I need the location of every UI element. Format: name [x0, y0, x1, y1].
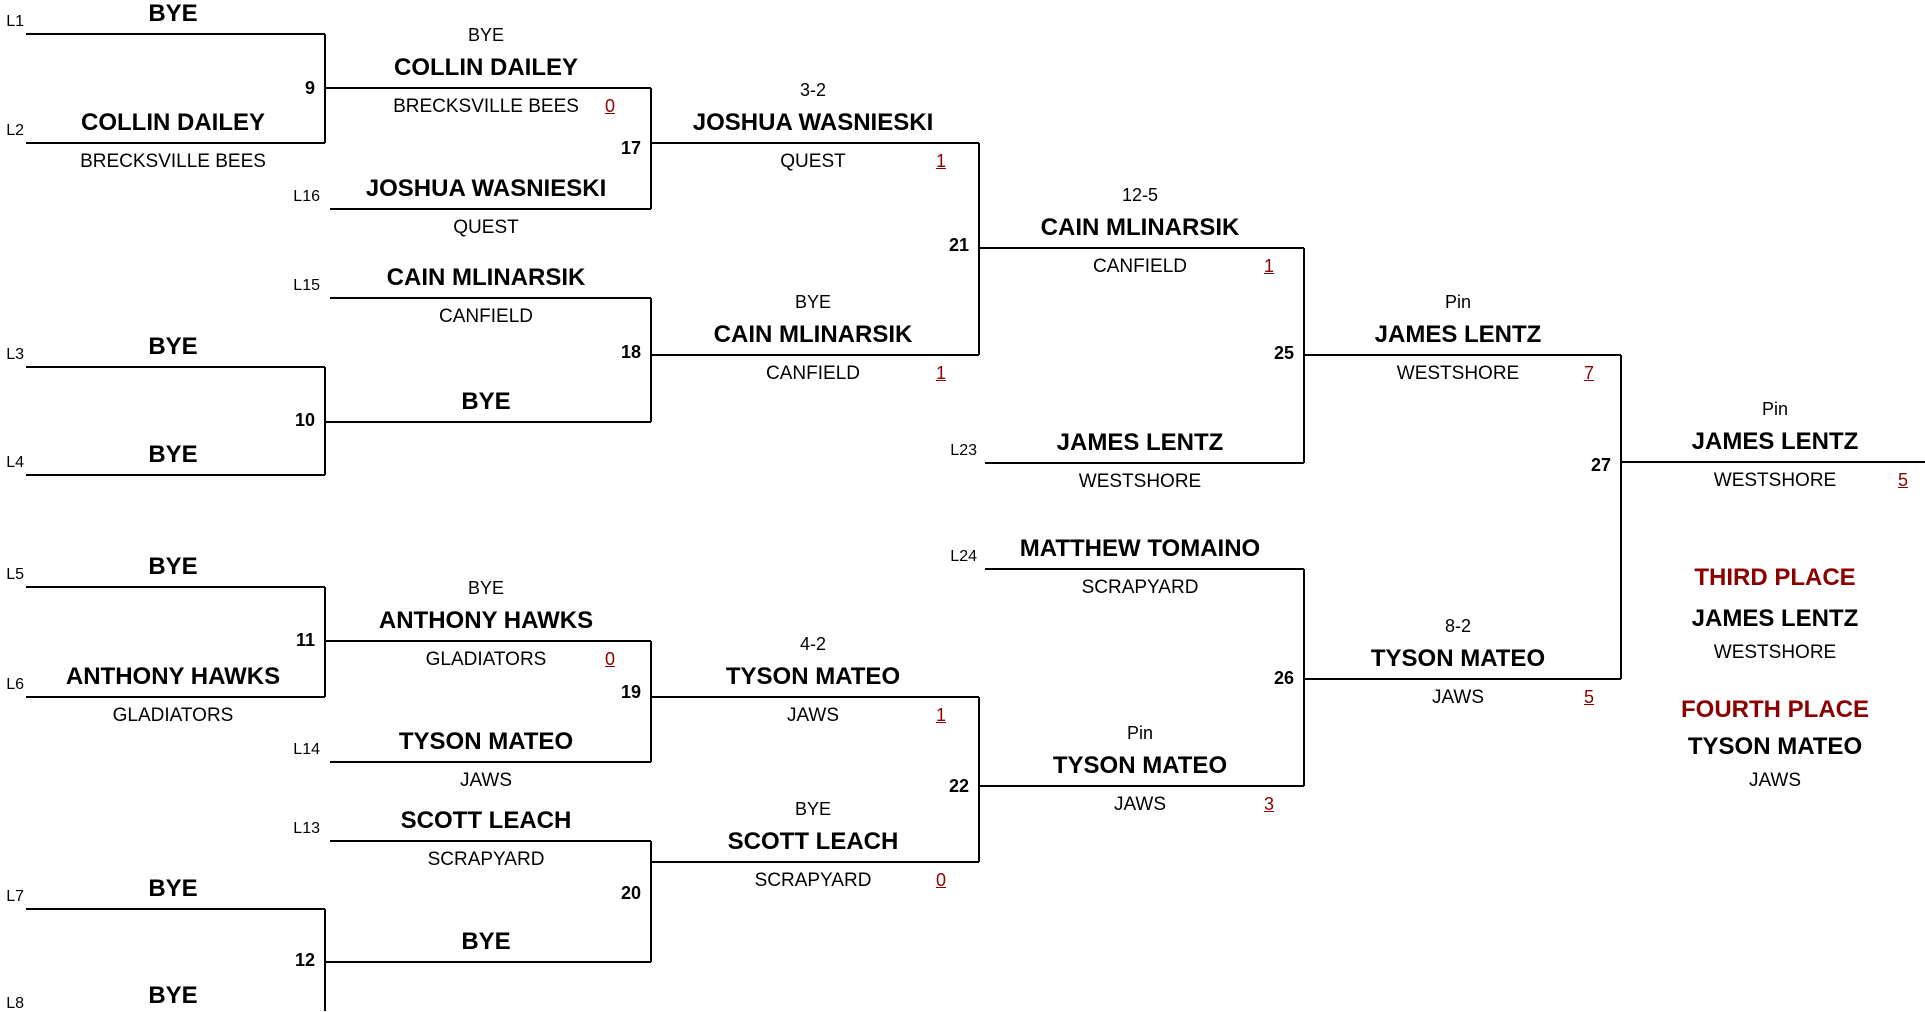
match-result: Pin — [1761, 399, 1789, 419]
score-link[interactable]: 0 — [936, 870, 947, 890]
team-name: SCRAPYARD — [1081, 577, 1199, 598]
wrestler-name: BYE — [148, 441, 198, 468]
bout-number: 21 — [948, 235, 969, 255]
team-name: WESTSHORE — [1078, 471, 1202, 492]
loser-bracket-id: L24 — [950, 548, 977, 565]
bout-number: 10 — [294, 410, 315, 430]
score-link[interactable]: 5 — [1898, 470, 1909, 490]
bout-number: 17 — [620, 138, 641, 158]
third-place-title: THIRD PLACE — [1694, 564, 1856, 591]
score-link[interactable]: 1 — [936, 705, 947, 725]
bout-number: 26 — [1273, 668, 1294, 688]
third-place-name: JAMES LENTZ — [1691, 605, 1859, 632]
loser-bracket-id: L7 — [6, 888, 24, 905]
loser-bracket-id: L13 — [293, 820, 320, 837]
team-name: JAWS — [459, 770, 513, 791]
fourth-place-title: FOURTH PLACE — [1681, 696, 1869, 723]
team-name: JAWS — [1113, 794, 1167, 815]
team-name: WESTSHORE — [1713, 470, 1837, 491]
bout-number: 12 — [294, 950, 315, 970]
match-result: 12-5 — [1121, 185, 1159, 205]
wrestler-name: COLLIN DAILEY — [81, 109, 265, 136]
wrestler-name: BYE — [461, 388, 511, 415]
score-link[interactable]: 5 — [1584, 687, 1595, 707]
match-result: 8-2 — [1444, 616, 1472, 636]
loser-bracket-id: L8 — [6, 995, 24, 1012]
team-name: BRECKSVILLE BEES — [393, 96, 579, 117]
bout-number: 22 — [948, 776, 969, 796]
score-link[interactable]: 1 — [936, 151, 947, 171]
team-name: QUEST — [780, 151, 846, 172]
loser-bracket-id: L14 — [293, 741, 320, 758]
wrestler-name: TYSON MATEO — [398, 728, 574, 755]
match-result: Pin — [1444, 292, 1472, 312]
fourth-place-name: TYSON MATEO — [1687, 733, 1863, 760]
loser-bracket-id: L6 — [6, 676, 24, 693]
wrestler-name: ANTHONY HAWKS — [65, 663, 281, 690]
wrestler-name: JOSHUA WASNIESKI — [365, 175, 607, 202]
loser-bracket-id: L3 — [6, 346, 24, 363]
score-link[interactable]: 1 — [936, 363, 947, 383]
wrestler-name: ANTHONY HAWKS — [378, 607, 594, 634]
wrestler-name: BYE — [148, 553, 198, 580]
wrestler-name: BYE — [148, 333, 198, 360]
team-name: GLADIATORS — [112, 705, 234, 726]
wrestler-name: JAMES LENTZ — [1374, 321, 1542, 348]
wrestler-name: JOSHUA WASNIESKI — [692, 109, 934, 136]
wrestler-name: CAIN MLINARSIK — [386, 264, 586, 291]
bout-number: 20 — [620, 883, 641, 903]
team-name: JAWS — [1431, 687, 1485, 708]
team-name: JAWS — [786, 705, 840, 726]
team-name: CANFIELD — [766, 363, 860, 384]
wrestler-name: BYE — [148, 875, 198, 902]
score-link[interactable]: 3 — [1264, 794, 1275, 814]
team-name: GLADIATORS — [425, 649, 547, 670]
wrestler-name: SCOTT LEACH — [727, 828, 899, 855]
score-link[interactable]: 1 — [1264, 256, 1275, 276]
match-result: BYE — [467, 578, 505, 598]
fourth-place-team: JAWS — [1748, 770, 1802, 791]
wrestler-name: TYSON MATEO — [1052, 752, 1228, 779]
wrestler-name: TYSON MATEO — [1370, 645, 1546, 672]
wrestler-name: MATTHEW TOMAINO — [1019, 535, 1261, 562]
team-name: BRECKSVILLE BEES — [80, 151, 266, 172]
wrestler-name: SCOTT LEACH — [400, 807, 572, 834]
match-result: BYE — [794, 799, 832, 819]
match-result: 4-2 — [799, 634, 827, 654]
loser-bracket-id: L5 — [6, 566, 24, 583]
wrestler-name: CAIN MLINARSIK — [1040, 214, 1240, 241]
team-name: SCRAPYARD — [754, 870, 872, 891]
match-result: BYE — [467, 25, 505, 45]
bout-number: 19 — [620, 682, 641, 702]
bout-number: 27 — [1590, 455, 1611, 475]
wrestler-name: BYE — [148, 982, 198, 1009]
loser-bracket-id: L1 — [6, 13, 24, 30]
bout-number: 11 — [295, 630, 315, 650]
wrestler-name: COLLIN DAILEY — [394, 54, 578, 81]
third-place-team: WESTSHORE — [1713, 642, 1837, 663]
bout-number: 18 — [620, 342, 641, 362]
wrestler-name: BYE — [461, 928, 511, 955]
match-result: 3-2 — [799, 80, 827, 100]
team-name: SCRAPYARD — [427, 849, 545, 870]
wrestler-name: JAMES LENTZ — [1691, 428, 1859, 455]
score-link[interactable]: 0 — [605, 96, 616, 116]
wrestler-name: CAIN MLINARSIK — [713, 321, 913, 348]
loser-bracket-id: L4 — [6, 454, 24, 471]
loser-bracket-id: L16 — [293, 188, 320, 205]
team-name: QUEST — [453, 217, 519, 238]
team-name: CANFIELD — [1093, 256, 1187, 277]
match-result: Pin — [1126, 723, 1154, 743]
wrestler-name: TYSON MATEO — [725, 663, 901, 690]
bout-number: 9 — [304, 78, 315, 98]
bout-number: 25 — [1273, 343, 1294, 363]
team-name: WESTSHORE — [1396, 363, 1520, 384]
team-name: CANFIELD — [439, 306, 533, 327]
wrestler-name: BYE — [148, 0, 198, 27]
score-link[interactable]: 0 — [605, 649, 616, 669]
score-link[interactable]: 7 — [1584, 363, 1595, 383]
loser-bracket-id: L2 — [6, 122, 24, 139]
match-result: BYE — [794, 292, 832, 312]
loser-bracket-id: L23 — [950, 442, 977, 459]
loser-bracket-id: L15 — [293, 277, 320, 294]
wrestler-name: JAMES LENTZ — [1056, 429, 1224, 456]
